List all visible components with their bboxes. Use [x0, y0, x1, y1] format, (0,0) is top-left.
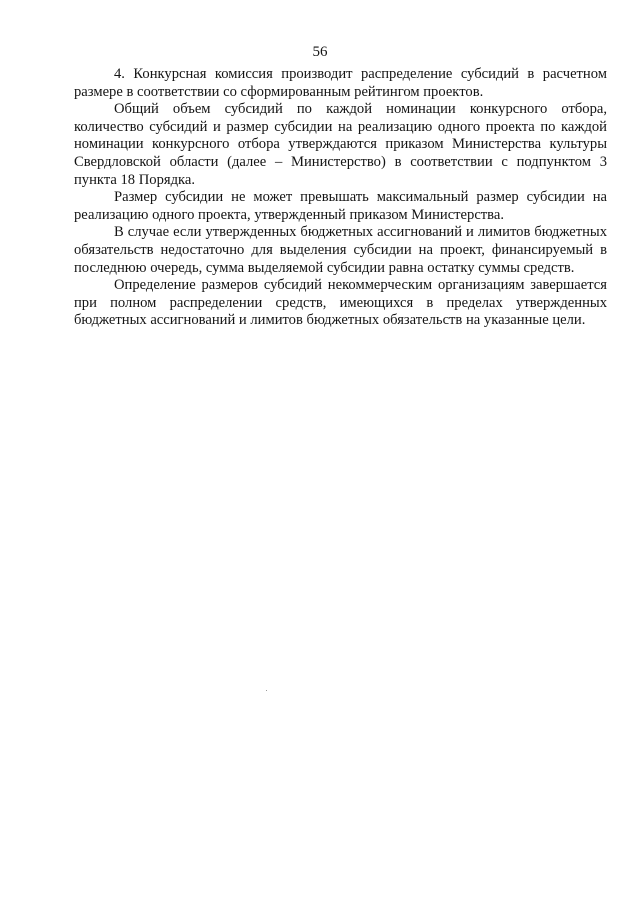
paragraph-distribution: 4. Конкурсная комиссия производит распределение субсидий в расчетном размере в соответствии со сформированным рейтингом проектов.: [74, 66, 607, 100]
paragraph-insufficient-funds: В случае если утвержденных бюджетных ассигнований и лимитов бюджетных обязательств недостаточно для выделения субсидии на проект, финансируемый в последнюю очередь, сумма выделяемой субсидии равна остатку суммы средств.: [74, 224, 607, 276]
paragraph-max-size: Размер субсидии не может превышать максимальный размер субсидии на реализацию одного проекта, утвержденный приказом Министерства.: [74, 189, 607, 223]
paragraph-total-volume: Общий объем субсидий по каждой номинации конкурсного отбора, количество субсидий и размер субсидии на реализацию одного проекта по каждой номинации конкурсного отбора утверждаются приказом Министерства культуры Свердловской области (далее – Министерство) в соответствии с подпунктом 3 пункта 18 Порядка.: [74, 101, 607, 188]
page-number: 56: [312, 44, 328, 60]
scan-speck: [266, 690, 267, 691]
paragraph-completion: Определение размеров субсидий некоммерческим организациям завершается при полном распределении средств, имеющихся в пределах утвержденных бюджетных ассигнований и лимитов бюджетных обязательств на указанные цели.: [74, 277, 607, 329]
document-body: [74, 66, 607, 330]
